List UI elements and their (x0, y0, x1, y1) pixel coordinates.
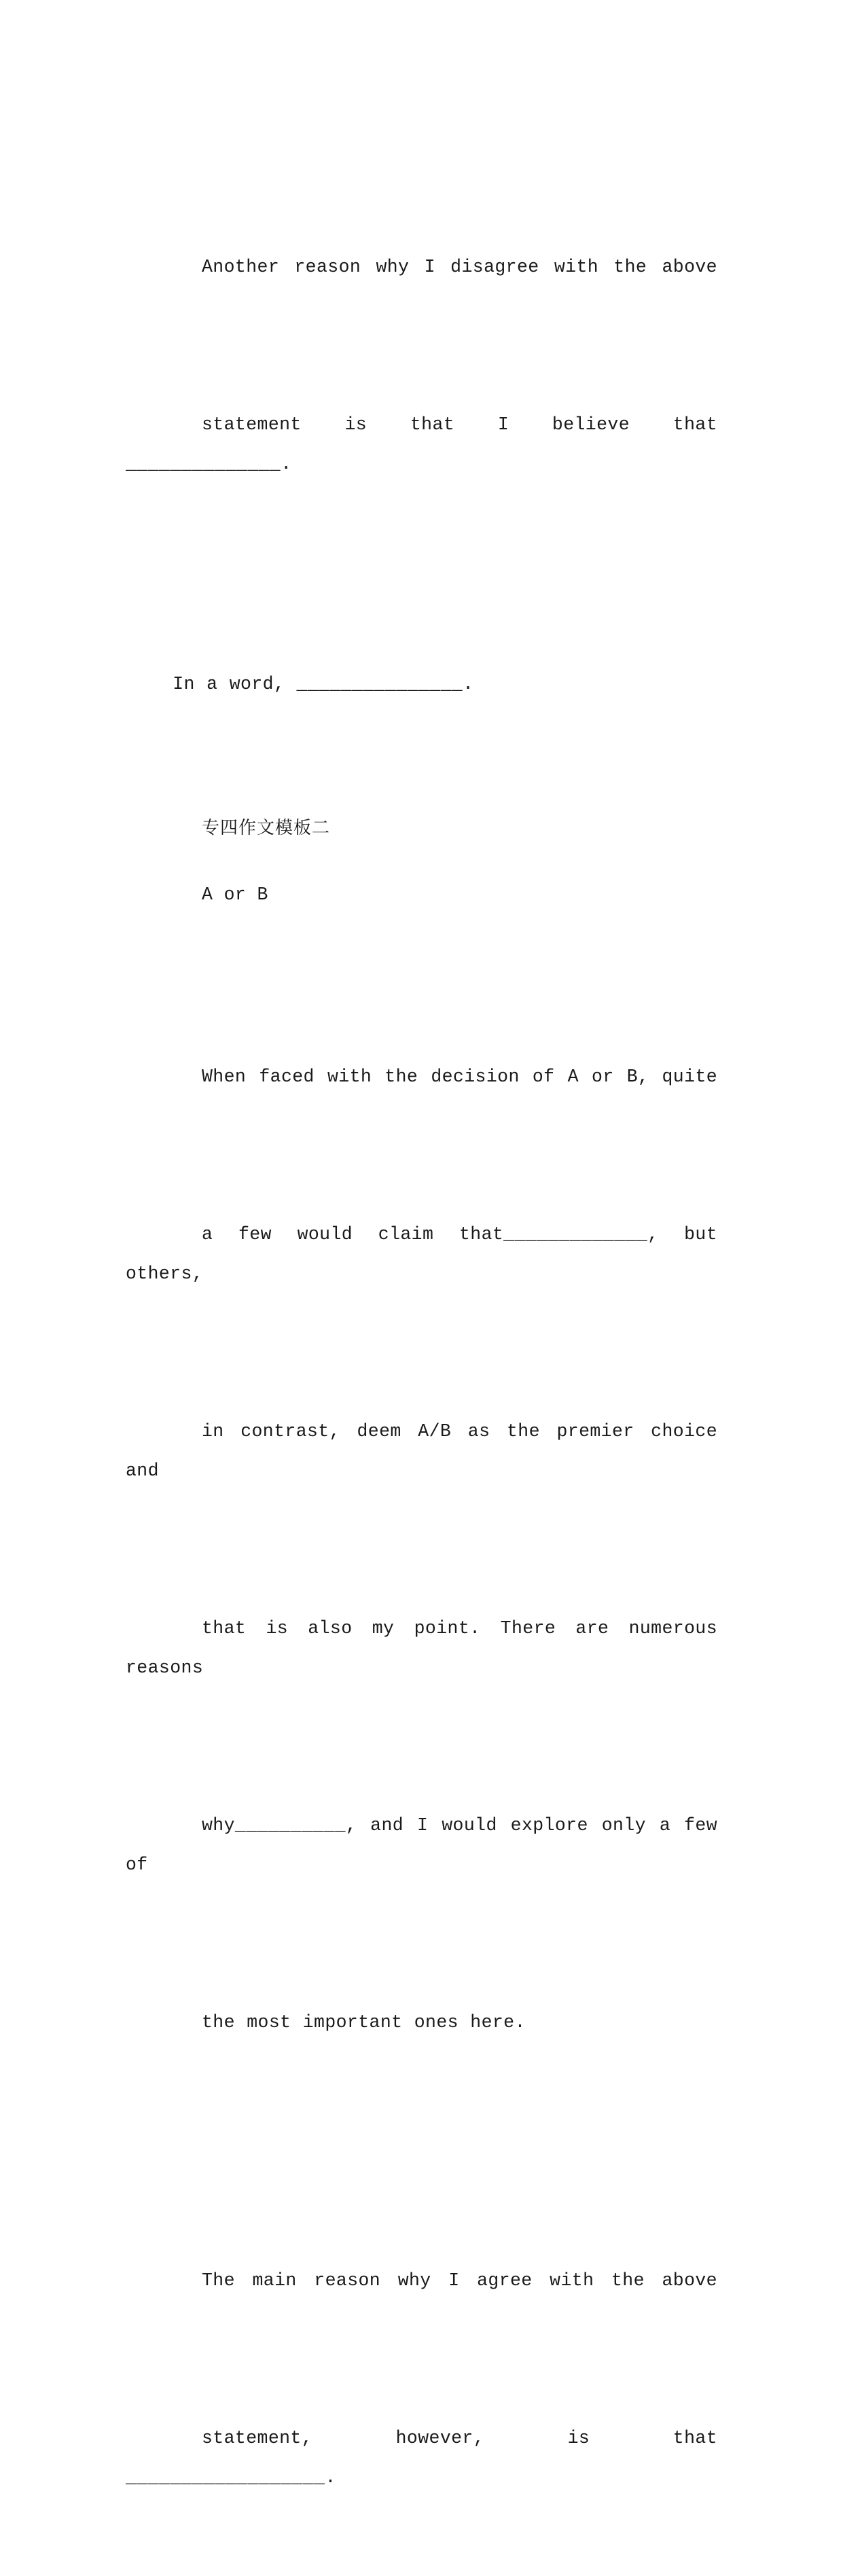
paragraph-line: The main reason why I agree with the above (202, 2270, 717, 2291)
paragraph-line: When faced with the decision of A or B, quite (202, 1067, 717, 1087)
paragraph-spacer (126, 743, 717, 811)
heading-spacer (126, 845, 717, 878)
paragraph-spacer (126, 912, 717, 978)
paragraph-line: in contrast, deem A/B as the premier choice and (126, 1421, 730, 1481)
paragraph-spacer (126, 562, 717, 625)
paragraph-in-a-word (126, 625, 717, 743)
section-heading-a-or-b: A or B (202, 884, 268, 905)
section-heading-chinese: 专四作文模板二 (202, 818, 331, 838)
paragraph-spacer (126, 2121, 717, 2182)
paragraph-line: statement is that I believe that ______________. (126, 414, 730, 474)
paragraph-line: Another reason why I disagree with the above (202, 257, 717, 277)
paragraph-when-faced-with (126, 978, 730, 2121)
top-margin-spacer (126, 0, 717, 168)
paragraph-line: that is also my point. There are numerous reasons (126, 1618, 730, 1678)
paragraph-line: statement, however, is that __________________. (126, 2428, 730, 2488)
paragraph-line: In a word, _______________. (173, 674, 474, 694)
paragraph-line: the most important ones here. (202, 2012, 526, 2033)
paragraph-main-reason (126, 2182, 730, 2576)
paragraph-line: a few would claim that_____________, but others, (126, 1224, 730, 1284)
paragraph-line: why__________, and I would explore only a few of (126, 1815, 730, 1875)
paragraph-another-reason (126, 168, 730, 562)
